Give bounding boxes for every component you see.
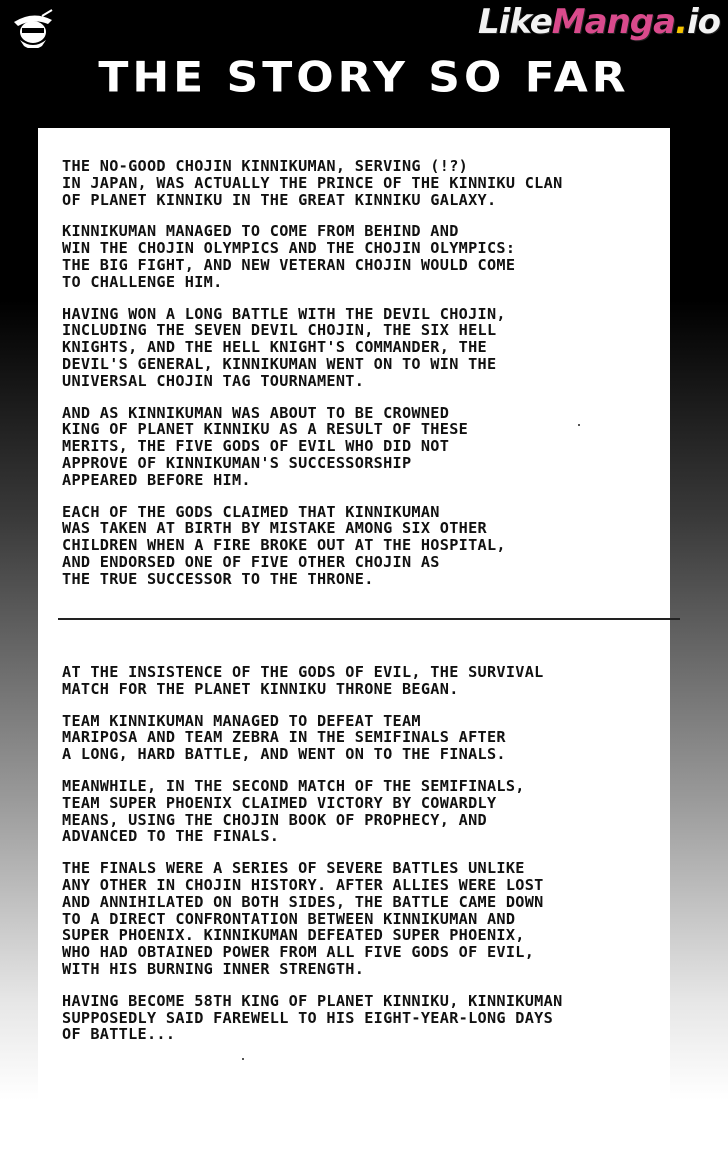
story-paragraph: HAVING WON A LONG BATTLE WITH THE DEVIL CHOJIN, INCLUDING THE SEVEN DEVIL CHOJIN, THE SIX HELL KNIGHTS, AND THE HELL KNIGHT'S COMMANDER, THE DEVIL'S GENERAL, KINNIKUMAN WENT ON TO WIN THE UNIVERSAL CHOJIN TAG TOURNAMENT.	[62, 304, 506, 390]
story-paragraph: AND AS KINNIKUMAN WAS ABOUT TO BE CROWNED KING OF PLANET KINNIKU AS A RESULT OF THESE MERITS, THE FIVE GODS OF EVIL WHO DID NOT APPROVE OF KINNIKUMAN'S SUCCESSORSHIP APPEARED BEFORE HIM.	[62, 403, 469, 489]
watermark-part-3: .	[675, 2, 687, 42]
paper-speck	[242, 1058, 244, 1060]
story-paragraph: HAVING BECOME 58TH KING OF PLANET KINNIKU, KINNIKUMAN SUPPOSEDLY SAID FAREWELL TO HIS EIGHT-YEAR-LONG DAYS OF BATTLE...	[62, 991, 563, 1044]
watermark-part-1: Like	[478, 2, 552, 42]
watermark-part-2: Manga	[551, 2, 676, 42]
page-title: THE STORY SO FAR	[98, 53, 630, 102]
section-divider	[58, 618, 680, 620]
story-paragraph: TEAM KINNIKUMAN MANAGED TO DEFEAT TEAM MARIPOSA AND TEAM ZEBRA IN THE SEMIFINALS AFTER A LONG, HARD BATTLE, AND WENT ON TO THE FINALS.	[62, 711, 506, 764]
story-paragraph: MEANWHILE, IN THE SECOND MATCH OF THE SEMIFINALS, TEAM SUPER PHOENIX CLAIMED VICTORY BY COWARDLY MEANS, USING THE CHOJIN BOOK OF PROPHECY, AND ADVANCED TO THE FINALS.	[62, 776, 525, 846]
story-panel	[38, 128, 670, 1128]
story-paragraph: EACH OF THE GODS CLAIMED THAT KINNIKUMAN WAS TAKEN AT BIRTH BY MISTAKE AMONG SIX OTHER CHILDREN WHEN A FIRE BROKE OUT AT THE HOSPITAL, AND ENDORSED ONE OF FIVE OTHER CHOJIN AS THE TRUE SUCCESSOR TO THE THRONE.	[62, 502, 506, 588]
paper-speck	[578, 424, 580, 426]
story-paragraph: THE NO-GOOD CHOJIN KINNIKUMAN, SERVING (!?) IN JAPAN, WAS ACTUALLY THE PRINCE OF THE KINNIKU CLAN OF PLANET KINNIKU IN THE GREAT KINNIKU GALAXY.	[62, 157, 563, 209]
watermark-part-4: io	[686, 2, 720, 42]
story-paragraph: THE FINALS WERE A SERIES OF SEVERE BATTLES UNLIKE ANY OTHER IN CHOJIN HISTORY. AFTER ALLIES WERE LOST AND ANNIHILATED ON BOTH SIDES, THE BATTLE CAME DOWN TO A DIRECT CONFRONTATION BETWEEN KINNIKUMAN AND SUPER PHOENIX. KINNIKUMAN DEFEATED SUPER PHOENIX, WHO HAD OBTAINED POWER FROM ALL FIVE GODS OF EVIL, WITH HIS BURNING INNER STRENGTH.	[62, 859, 544, 978]
story-paragraph: KINNIKUMAN MANAGED TO COME FROM BEHIND AND WIN THE CHOJIN OLYMPICS AND THE CHOJIN OLYMPICS: THE BIG FIGHT, AND NEW VETERAN CHOJIN WOULD COME TO CHALLENGE HIM.	[62, 222, 516, 291]
site-watermark	[478, 2, 720, 42]
story-paragraph: AT THE INSISTENCE OF THE GODS OF EVIL, THE SURVIVAL MATCH FOR THE PLANET KINNIKU THRONE BEGAN.	[62, 663, 544, 698]
story-section-1	[62, 158, 662, 603]
ninja-logo-icon	[12, 8, 54, 48]
story-section-2	[62, 664, 662, 1058]
